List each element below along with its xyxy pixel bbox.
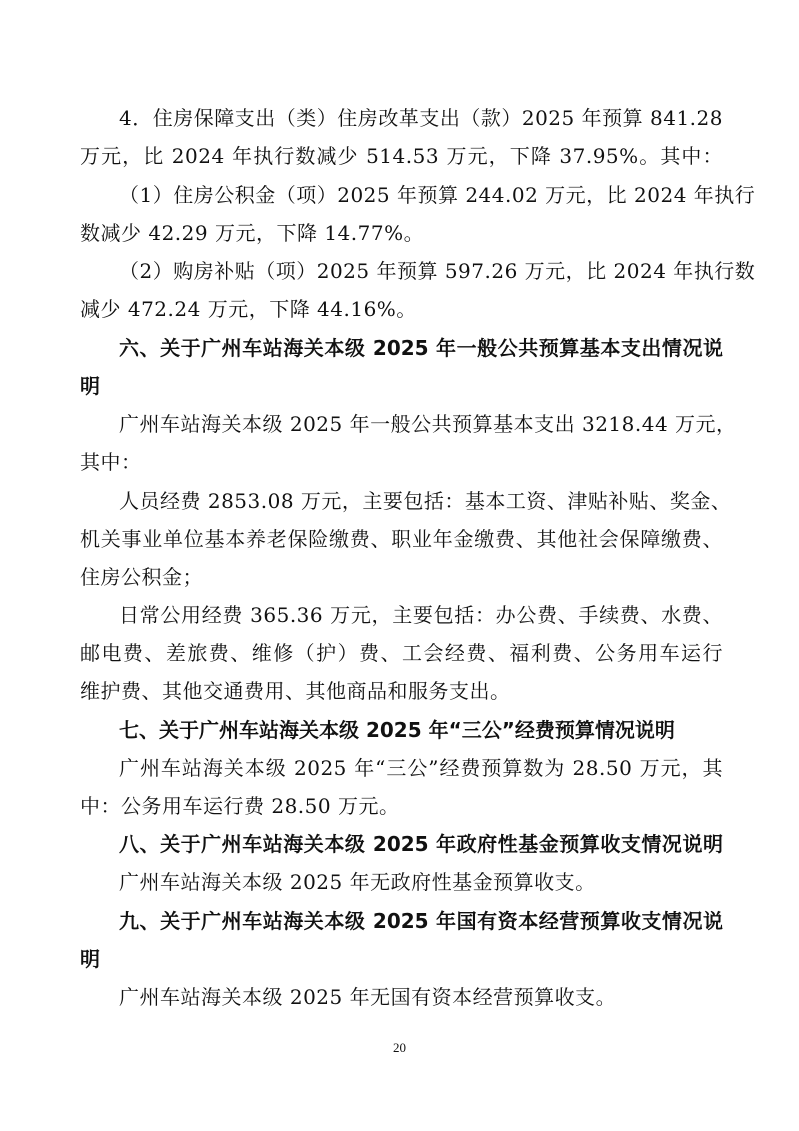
paragraph-line: （1）住房公积金（项）2025 年预算 244.02 万元，比 2024 年执行: [119, 183, 756, 207]
paragraph-line: 人员经费 2853.08 万元，主要包括：基本工资、津贴补贴、奖金、: [119, 489, 732, 513]
paragraph-line: 日常公用经费 365.36 万元，主要包括：办公费、手续费、水费、: [119, 603, 723, 627]
paragraph-line: 邮电费、差旅费、维修（护）费、工会经费、福利费、公务用车运行: [80, 641, 723, 665]
paragraph-line: 机关事业单位基本养老保险缴费、职业年金缴费、其他社会保障缴费、: [80, 527, 723, 551]
paragraph-line: 4．住房保障支出（类）住房改革支出（款）2025 年预算 841.28: [119, 106, 723, 130]
section-heading-7: 七、关于广州车站海关本级 2025 年“三公”经费预算情况说明: [119, 718, 675, 742]
paragraph-line: 数减少 42.29 万元，下降 14.77%。: [80, 221, 425, 245]
section-heading-9-cont: 明: [80, 947, 100, 971]
section-heading-6-cont: 明: [80, 374, 100, 398]
paragraph-line: 万元，比 2024 年执行数减少 514.53 万元，下降 37.95%。其中：: [80, 144, 723, 168]
paragraph-line: 中：公务用车运行费 28.50 万元。: [80, 794, 400, 818]
page-number: 20: [393, 1040, 406, 1055]
paragraph-line: 其中：: [80, 450, 142, 474]
paragraph-line: 住房公积金；: [80, 565, 203, 589]
paragraph-line: 广州车站海关本级 2025 年无国有资本经营预算收支。: [119, 985, 617, 1009]
paragraph-line: 维护费、其他交通费用、其他商品和服务支出。: [80, 679, 511, 703]
paragraph-line: （2）购房补贴（项）2025 年预算 597.26 万元，比 2024 年执行数: [119, 259, 756, 283]
paragraph-line: 减少 472.24 万元，下降 44.16%。: [80, 297, 417, 321]
section-heading-6: 六、关于广州车站海关本级 2025 年一般公共预算基本支出情况说: [119, 336, 723, 360]
section-heading-9: 九、关于广州车站海关本级 2025 年国有资本经营预算收支情况说: [119, 909, 723, 933]
paragraph-line: 广州车站海关本级 2025 年一般公共预算基本支出 3218.44 万元，: [119, 412, 737, 436]
paragraph-line: 广州车站海关本级 2025 年无政府性基金预算收支。: [119, 870, 596, 894]
paragraph-line: 广州车站海关本级 2025 年“三公”经费预算数为 28.50 万元，其: [119, 756, 723, 780]
section-heading-8: 八、关于广州车站海关本级 2025 年政府性基金预算收支情况说明: [119, 832, 723, 856]
